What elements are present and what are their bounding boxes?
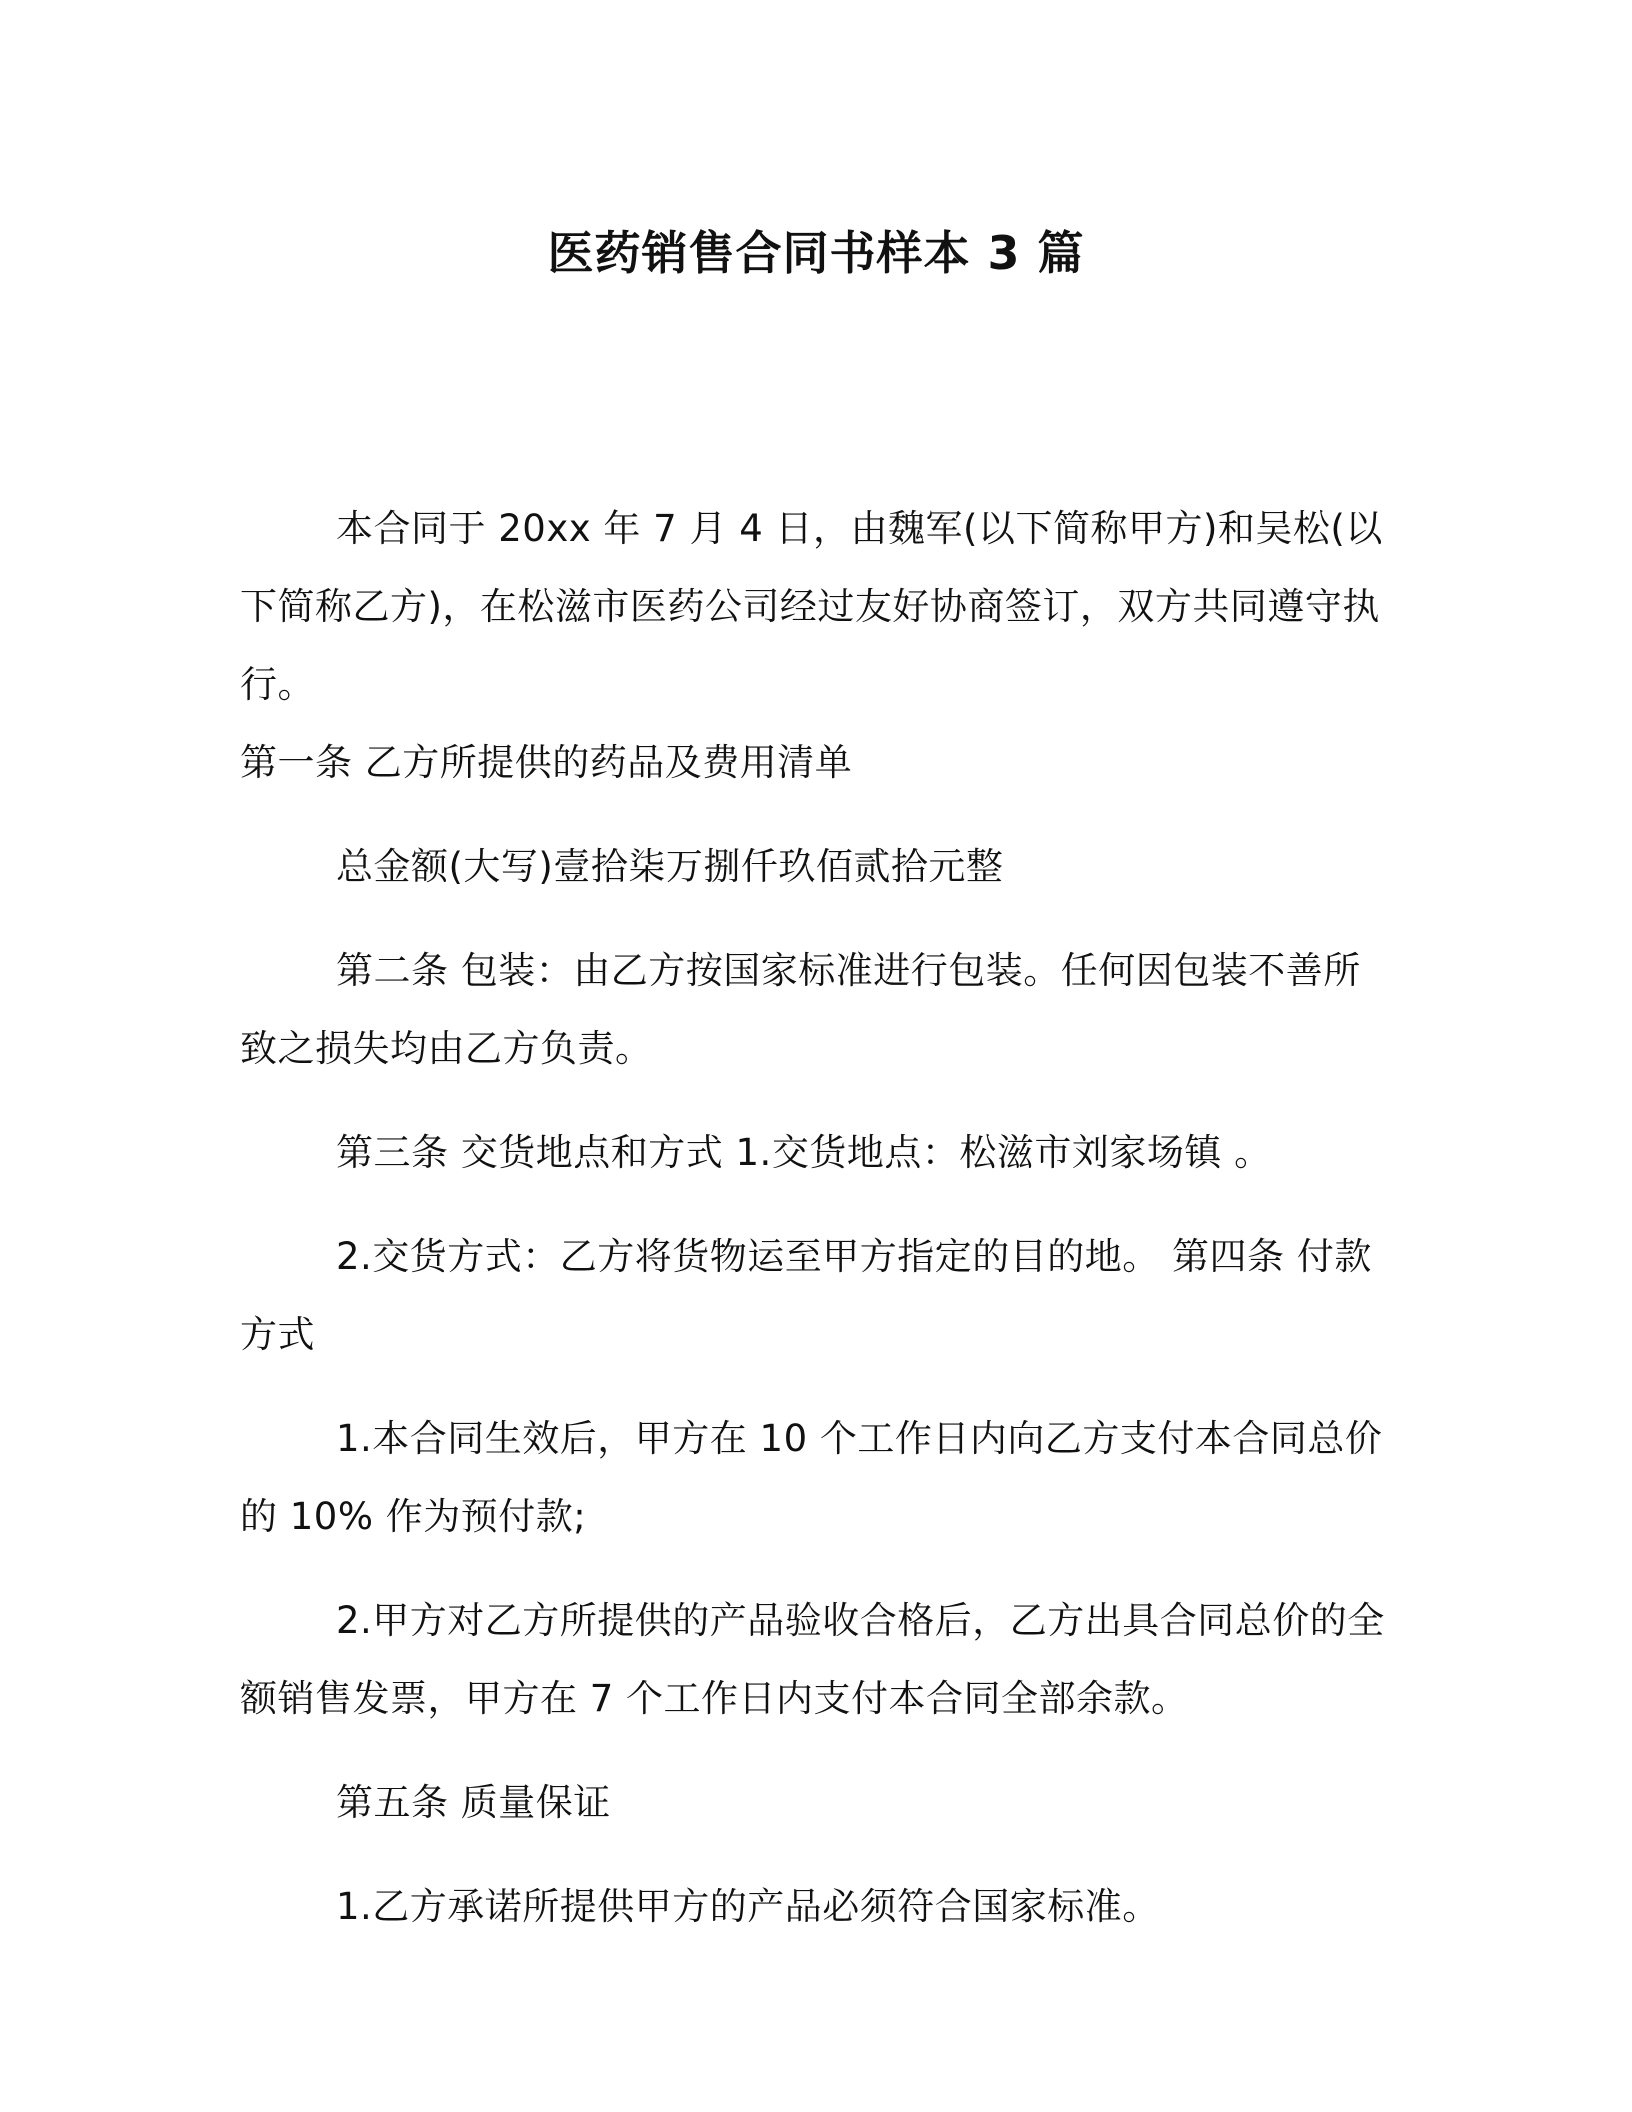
paragraph-article-2: 第二条 包装：由乙方按国家标准进行包装。任何因包装不善所致之损失均由乙方负责。: [240, 949, 1361, 1070]
paragraph-payment-2: 2.甲方对乙方所提供的产品验收合格后，乙方出具合同总价的全额销售发票，甲方在 7 个工作日内支付本合同全部余款。: [240, 1599, 1385, 1720]
document-title: 医药销售合同书样本 3 篇: [547, 226, 1085, 280]
paragraph-intro: 本合同于 20xx 年 7 月 4 日，由魏军(以下简称甲方)和吴松(以下简称乙方)，在松滋市医药公司经过友好协商签订，双方共同遵守执行。: [240, 507, 1383, 706]
paragraph-total-amount: 总金额(大写)壹拾柒万捌仟玖佰贰拾元整: [336, 845, 1004, 888]
document-body: [240, 490, 1395, 1946]
paragraph-delivery-method: 2.交货方式：乙方将货物运至甲方指定的目的地。 第四条 付款方式: [240, 1235, 1372, 1356]
paragraph-article-1: 第一条 乙方所提供的药品及费用清单: [240, 741, 853, 784]
paragraph-quality-1: 1.乙方承诺所提供甲方的产品必须符合国家标准。: [336, 1885, 1160, 1928]
paragraph-article-5: 第五条 质量保证: [336, 1781, 611, 1824]
paragraph-payment-1: 1.本合同生效后，甲方在 10 个工作日内向乙方支付本合同总价的 10% 作为预付款;: [240, 1417, 1383, 1538]
paragraph-article-3: 第三条 交货地点和方式 1.交货地点：松滋市刘家场镇 。: [336, 1131, 1272, 1174]
